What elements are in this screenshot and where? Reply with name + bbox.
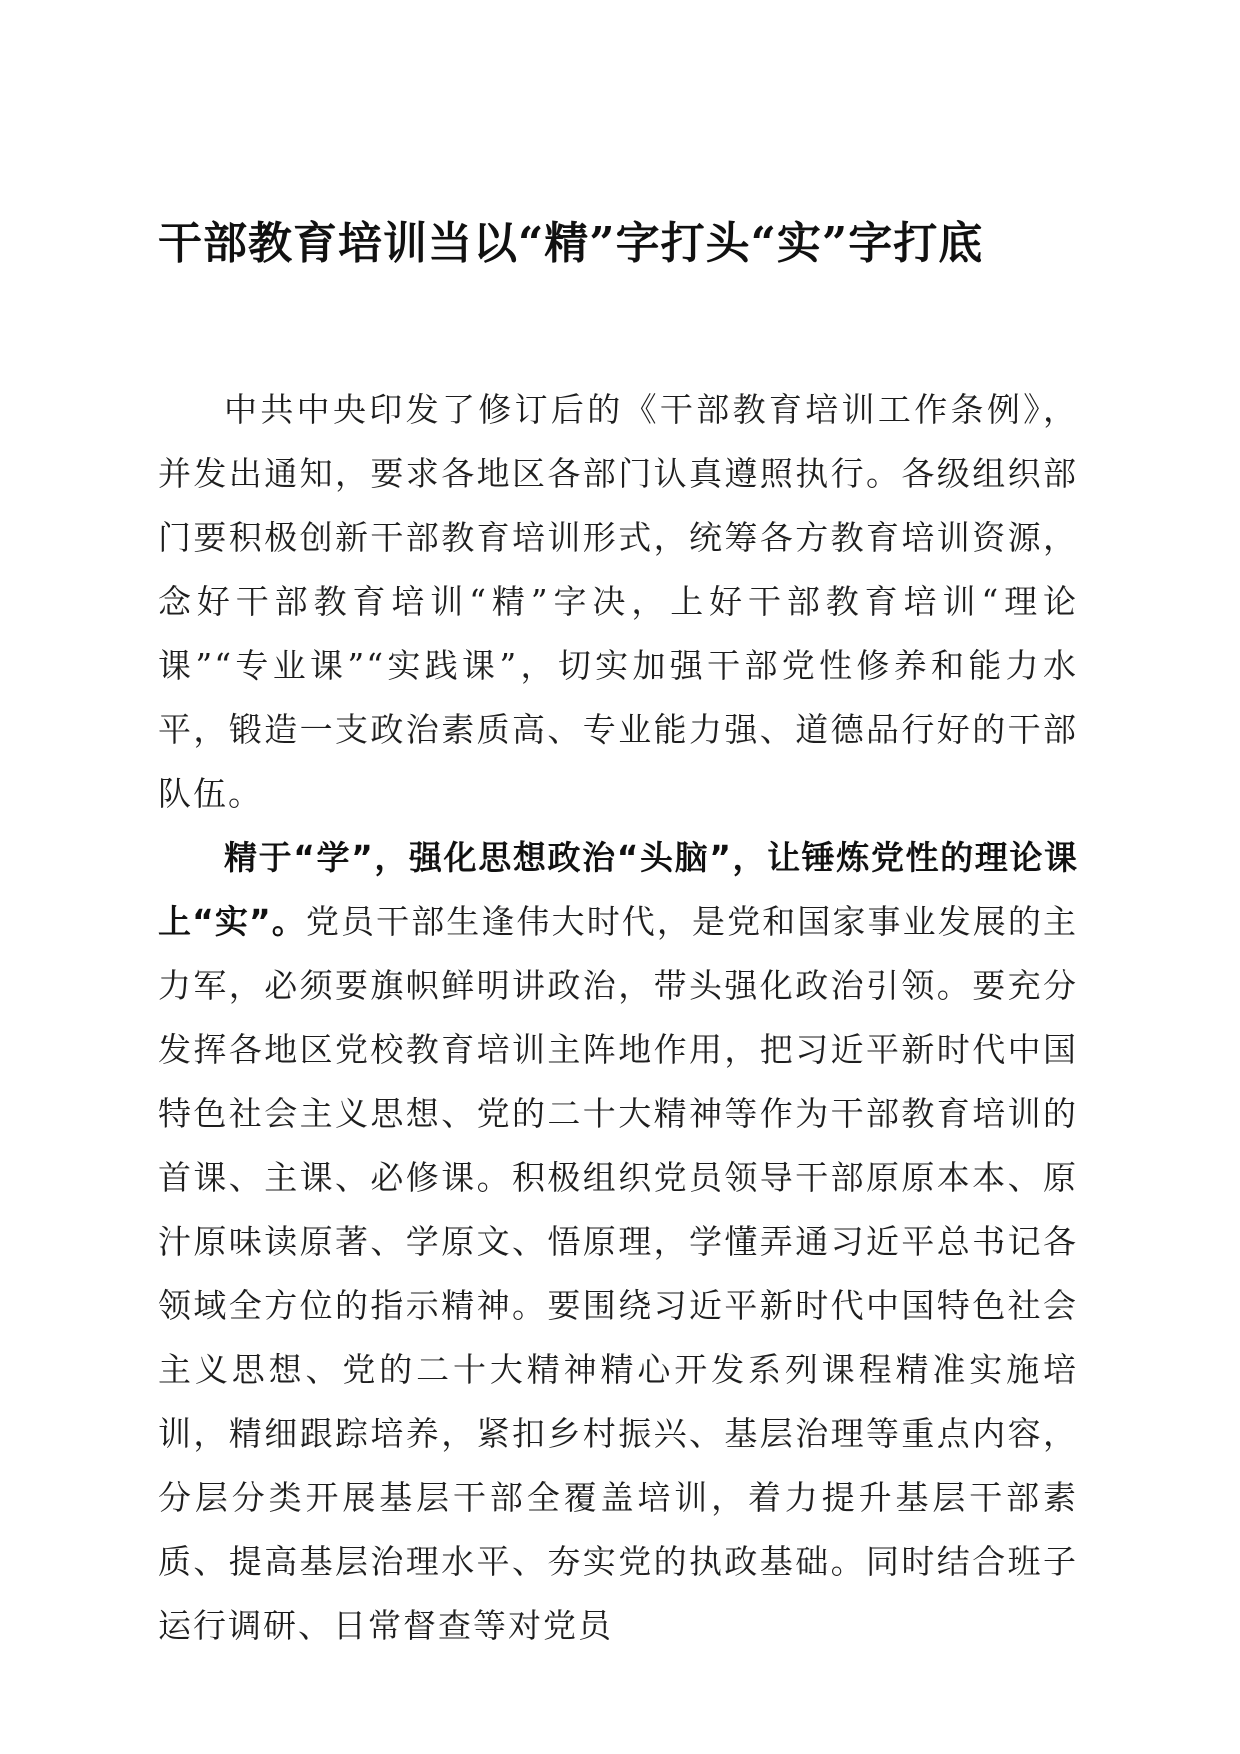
paragraph-text: 中共中央印发了修订后的《干部教育培训工作条例》，并发出通知，要求各地区各部门认真遵照执行。各级组织部门要积极创新干部教育培训形式，统筹各方教育培训资源，念好干部教育培训“精”字决，上好干部教育培训“理论课”“专业课”“实践课”，切实加强干部党性修养和能力水平，锻造一支政治素质高、专业能力强、道德品行好的干部队伍。 <box>158 390 1078 813</box>
paragraph-text: 党员干部生逢伟大时代，是党和国家事业发展的主力军，必须要旗帜鲜明讲政治，带头强化政治引领。要充分发挥各地区党校教育培训主阵地作用，把习近平新时代中国特色社会主义思想、党的二十大精神等作为干部教育培训的首课、主课、必修课。积极组织党员领导干部原原本本、原汁原味读原著、学原文、悟原理，学懂弄通习近平总书记各领域全方位的指示精神。要围绕习近平新时代中国特色社会主义思想、党的二十大精神精心开发系列课程精准实施培训，精细跟踪培养，紧扣乡村振兴、基层治理等重点内容，分层分类开展基层干部全覆盖培训，着力提升基层干部素质、提高基层治理水平、夯实党的执政基础。同时结合班子运行调研、日常督查等对党员 <box>158 902 1078 1645</box>
paragraph-theory-course <box>158 826 1078 1658</box>
paragraph-intro <box>158 378 1078 826</box>
document-body <box>158 378 1078 1658</box>
paragraph-lead-heading: 精于“学”，强化思想政治“头脑”，让锤炼党性的理论课上“实”。 <box>158 838 1078 941</box>
document-title: 干部教育培训当以“精”字打头“实”字打底 <box>158 218 984 269</box>
